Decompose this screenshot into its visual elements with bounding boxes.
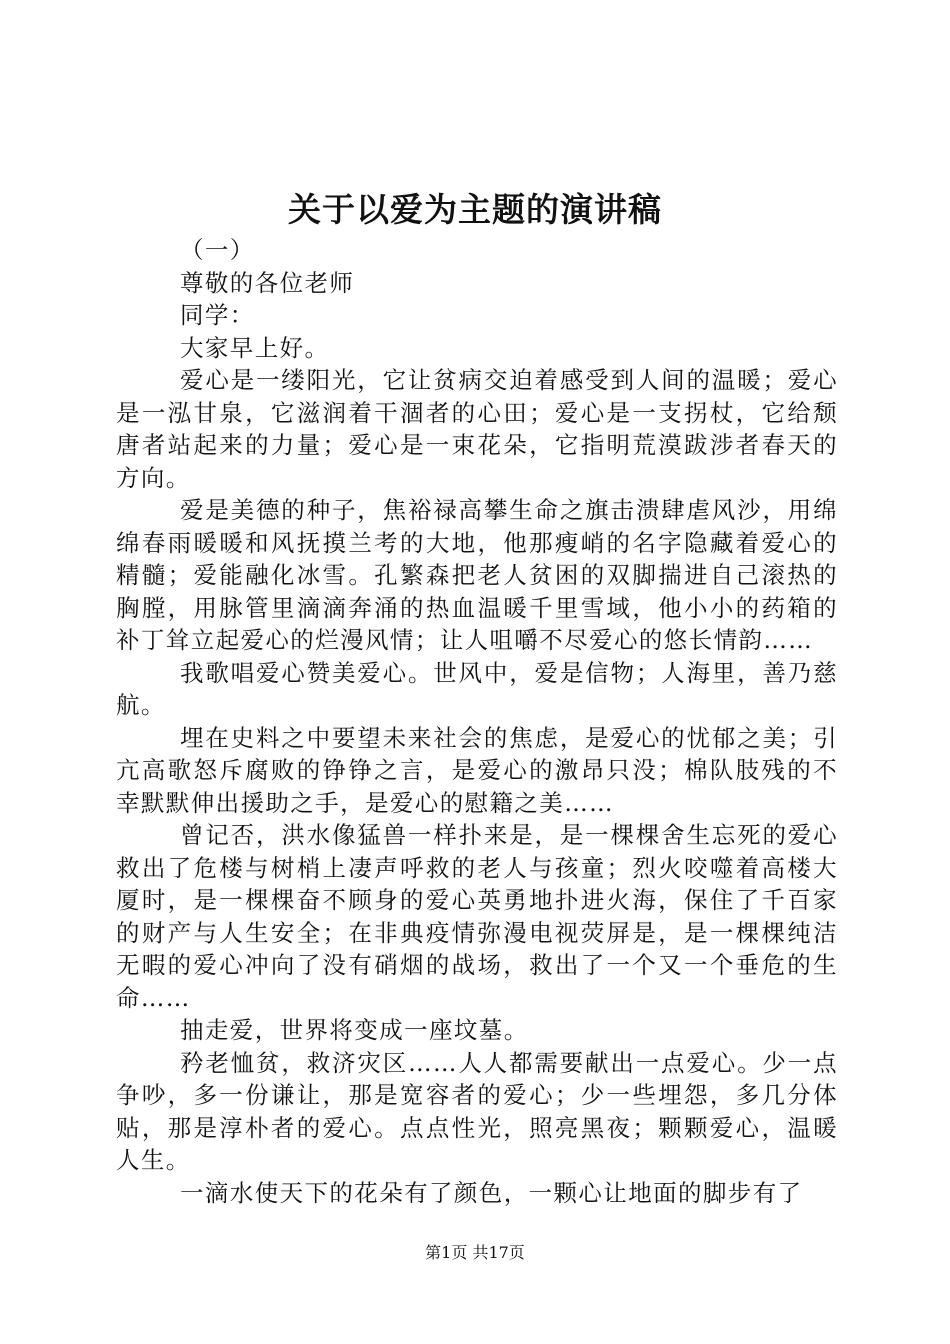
document-title: 关于以爱为主题的演讲稿 [288, 190, 662, 229]
paragraph-1: （一） [180, 236, 255, 264]
document-body [116, 234, 838, 1209]
paragraph-7: 我歌唱爱心赞美爱心。世风中，爱是信物；人海里，善乃慈航。 [116, 658, 838, 719]
paragraph-6: 爱是美德的种子，焦裕禄高攀生命之旗击溃肆虐风沙，用绵绵春雨暖暖和风抚摸兰考的大地，他那瘦峭的名字隐藏着爱心的精髓；爱能融化冰雪。孔繁森把老人贫困的双脚揣进自己滚热的胸膛，用脉管里滴滴奔涌的热血温暖千里雪域，他小小的药箱的补丁耸立起爱心的烂漫风情；让人咀嚼不尽爱心的悠长情韵…… [116, 496, 838, 654]
paragraph-2: 尊敬的各位老师 [180, 268, 355, 297]
paragraph-10: 抽走爱，世界将变成一座坟墓。 [180, 1016, 529, 1044]
paragraph-3: 同学： [180, 301, 255, 329]
paragraph-12: 一滴水使天下的花朵有了颜色，一颗心让地面的脚步有了 [180, 1178, 803, 1207]
paragraph-4: 大家早上好。 [180, 333, 330, 362]
paragraph-9: 曾记否，洪水像猛兽一样扑来是，是一棵棵舍生忘死的爱心救出了危楼与树梢上凄声呼救的老人与孩童；烈火咬噬着高楼大厦时，是一棵棵奋不顾身的爱心英勇地扑进火海，保住了千百家的财产与人生安全；在非典疫情弥漫电视荧屏是，是一棵棵纯洁无暇的爱心冲向了没有硝烟的战场，救出了一个又一个垂危的生命…… [116, 821, 838, 1012]
page-footer: 第1页 共17页 [425, 1243, 525, 1262]
paragraph-11: 矜老恤贫，救济灾区……人人都需要献出一点爱心。少一点争吵，多一份谦让，那是宽容者的爱心；少一些埋怨，多几分体贴，那是淳朴者的爱心。点点性光，照亮黑夜；颗颗爱心，温暖人生。 [116, 1048, 838, 1174]
paragraph-8: 埋在史料之中要望未来社会的焦虑，是爱心的忧郁之美；引亢高歌怒斥腐败的铮铮之言，是爱心的激昂只没；棉队肢残的不幸默默伸出援助之手，是爱心的慰籍之美…… [116, 723, 838, 817]
paragraph-5: 爱心是一缕阳光，它让贫病交迫着感受到人间的温暖；爱心是一泓甘泉，它滋润着干涸者的心田；爱心是一支拐杖，它给颓唐者站起来的力量；爱心是一束花朵，它指明荒漠跋涉者春天的方向。 [116, 366, 838, 492]
